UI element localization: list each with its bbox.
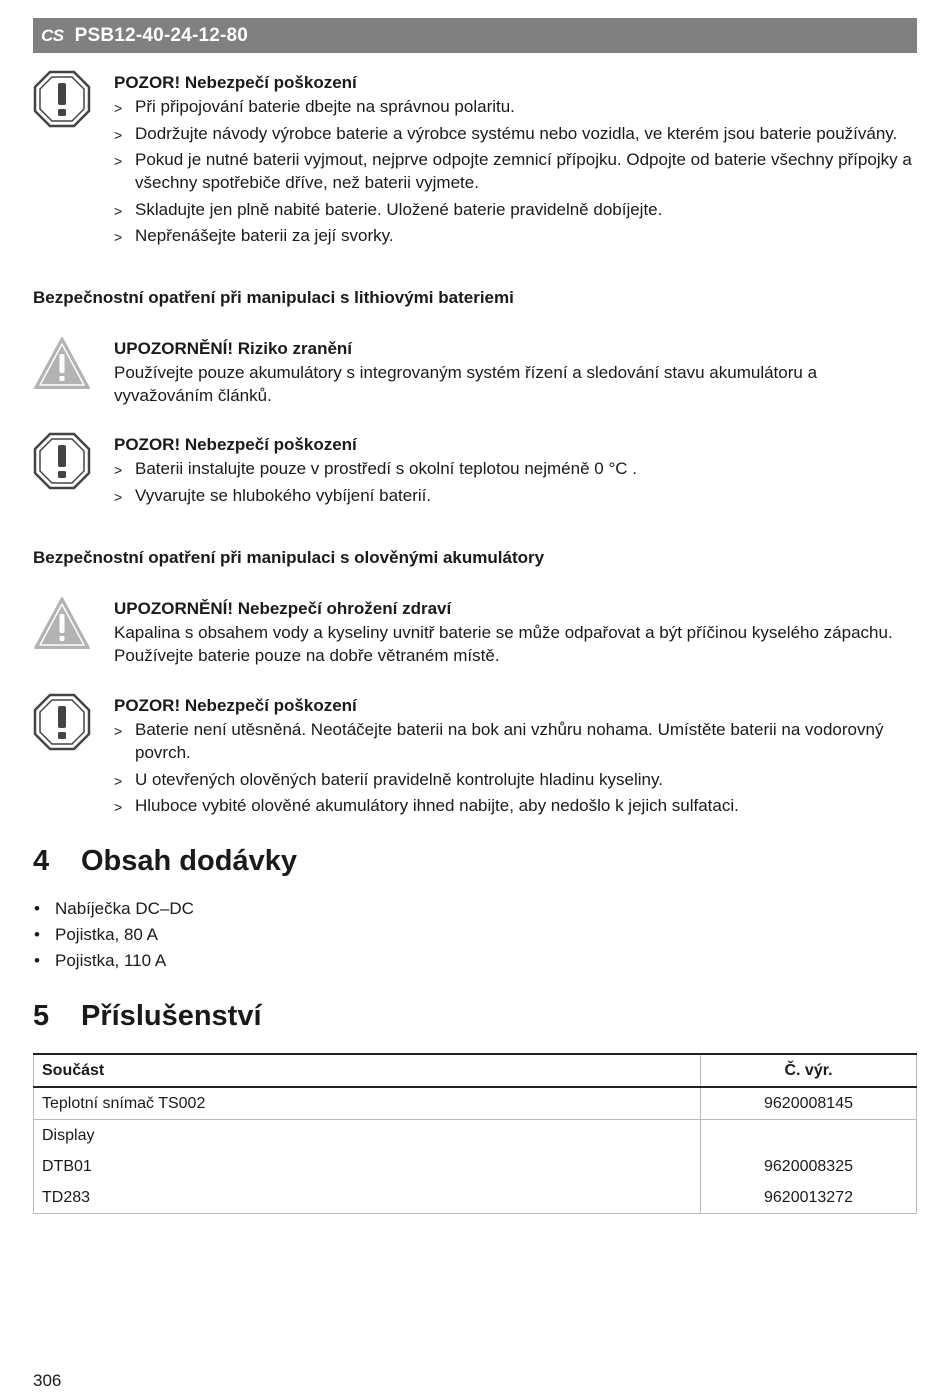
warning-triangle-icon <box>33 335 91 393</box>
caution-block-battery-handling <box>114 71 919 251</box>
table-cell: DTB01 <box>42 1157 92 1175</box>
table-cell: 9620013272 <box>701 1182 917 1214</box>
caution-octagon-icon <box>33 693 91 751</box>
delivery-list <box>33 897 194 975</box>
table-row <box>34 1151 917 1182</box>
table-cell: TD283 <box>34 1182 701 1214</box>
table-cell: 9620008325 <box>701 1151 917 1182</box>
list-item: • Pojistka, 110 A <box>33 949 194 972</box>
warning-block-injury <box>114 337 919 407</box>
section-heading-lithium: Bezpečnostní opatření při manipulaci s lithiovými bateriemi <box>33 288 514 307</box>
caution-title: POZOR! Nebezpečí poškození <box>114 696 357 715</box>
chapter-title: Obsah dodávky <box>81 845 297 877</box>
table-header-row <box>34 1054 917 1087</box>
list-item: > U otevřených olověných baterií pravidelně kontrolujte hladinu kyseliny. <box>114 768 919 791</box>
list-item: > Baterii instalujte pouze v prostředí s okolní teplotou nejméně 0 °C . <box>114 457 919 480</box>
chapter-number: 5 <box>33 1000 50 1032</box>
language-code: CS <box>41 25 64 45</box>
list-item: > Vyvarujte se hlubokého vybíjení baterií. <box>114 484 919 507</box>
caution-title: POZOR! Nebezpečí poškození <box>114 73 357 92</box>
warning-block-health <box>114 597 919 667</box>
list-item: > Baterie není utěsněná. Neotáčejte baterii na bok ani vzhůru nohama. Umístěte baterii na vodorovný povrch. <box>114 718 919 764</box>
table-row <box>34 1120 917 1152</box>
warning-text: Kapalina s obsahem vody a kyseliny uvnitř baterie se může odpařovat a být příčinou kyselého zápachu. Používejte baterie pouze na dobře větraném místě. <box>114 623 893 665</box>
list-item: > Skladujte jen plně nabité baterie. Uložené baterie pravidelně dobíjejte. <box>114 198 919 221</box>
table-row <box>34 1087 917 1120</box>
chapter-heading-delivery <box>33 844 297 878</box>
caution-block-lead <box>114 694 919 821</box>
list-item: > Hluboce vybité olověné akumulátory ihned nabijte, aby nedošlo k jejich sulfataci. <box>114 794 919 817</box>
list-item: • Pojistka, 80 A <box>33 923 194 946</box>
chapter-heading-accessories <box>33 999 262 1033</box>
table-cell: Display <box>42 1126 95 1144</box>
table-cell: 9620008145 <box>701 1087 917 1120</box>
list-item: > Při připojování baterie dbejte na správnou polaritu. <box>114 95 919 118</box>
chapter-number: 4 <box>33 845 50 877</box>
warning-text: Používejte pouze akumulátory s integrovaným systém řízení a sledování stavu akumulátoru a vyvažováním článků. <box>114 363 818 405</box>
caution-octagon-icon <box>33 432 91 490</box>
list-item: > Dodržujte návody výrobce baterie a výrobce systému nebo vozidla, ve kterém jsou baterie používány. <box>114 122 919 145</box>
column-header-item-number: Č. výr. <box>701 1054 917 1087</box>
warning-title: UPOZORNĚNÍ! Riziko zranění <box>114 339 353 358</box>
caution-title: POZOR! Nebezpečí poškození <box>114 435 357 454</box>
page-number: 306 <box>33 1371 62 1390</box>
table-row <box>34 1182 917 1214</box>
list-item: • Nabíječka DC–DC <box>33 897 194 920</box>
table-cell <box>701 1120 917 1152</box>
list-item: > Pokud je nutné baterii vyjmout, nejprve odpojte zemnicí přípojku. Odpojte od baterie všechny přípojky a všechny spotřebiče dříve, než baterii vyjmete. <box>114 148 919 194</box>
warning-triangle-icon <box>33 595 91 653</box>
accessories-table <box>33 1053 917 1214</box>
caution-list <box>114 95 919 247</box>
warning-title: UPOZORNĚNÍ! Nebezpečí ohrožení zdraví <box>114 599 452 618</box>
caution-list <box>114 718 919 817</box>
section-heading-lead: Bezpečnostní opatření při manipulaci s olověnými akumulátory <box>33 548 545 567</box>
caution-list <box>114 457 919 507</box>
list-item: > Nepřenášejte baterii za její svorky. <box>114 224 919 247</box>
table-cell: Teplotní snímač TS002 <box>34 1087 701 1120</box>
model-number: PSB12-40-24-12-80 <box>74 24 249 46</box>
caution-block-lithium <box>114 433 919 510</box>
chapter-title: Příslušenství <box>81 1000 262 1032</box>
caution-octagon-icon <box>33 70 91 128</box>
column-header-part: Součást <box>34 1054 701 1087</box>
page-header-bar <box>33 18 917 53</box>
